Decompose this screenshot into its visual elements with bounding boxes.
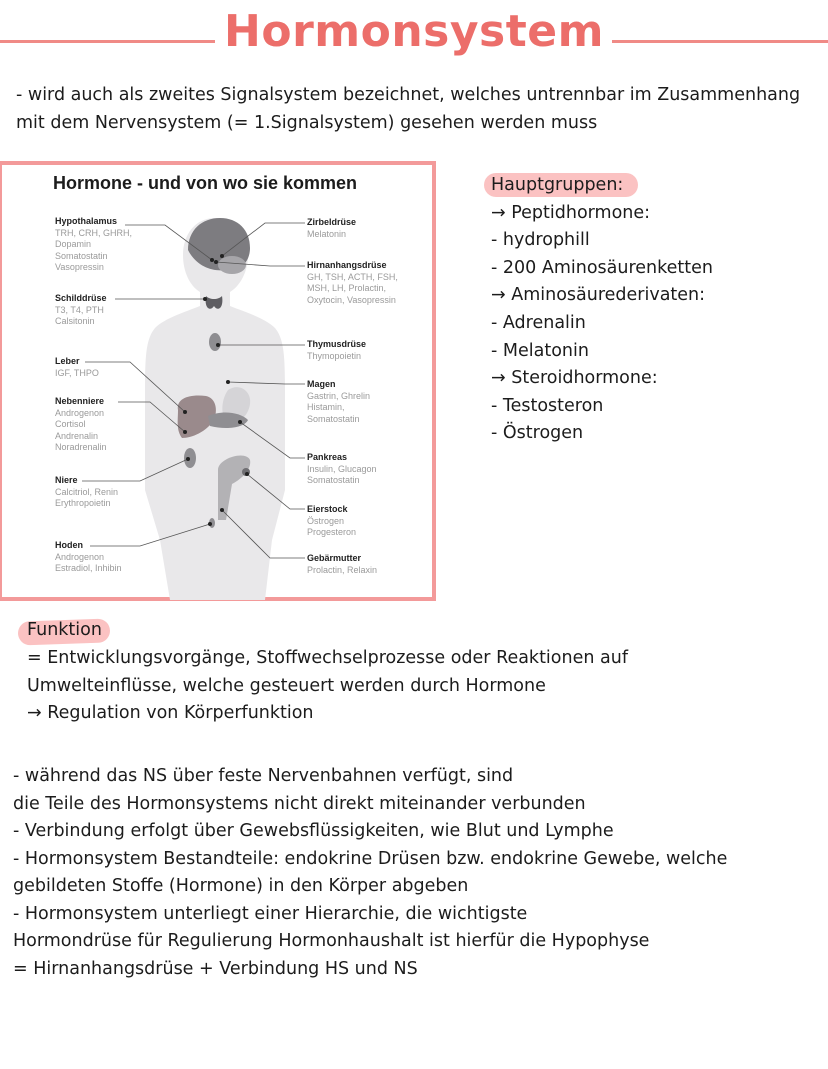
- label-thymusdruese: Thymusdrüse Thymopoietin: [307, 339, 367, 361]
- list-item: → Steroidhormone:: [491, 368, 658, 389]
- label-zirbeldruese: Zirbeldrüse Melatonin: [307, 217, 357, 239]
- label-magen: Magen Gastrin, Ghrelin Histamin, Somatostatin: [307, 379, 371, 424]
- label-eierstock: Eierstock Östrogen Progesteron: [307, 504, 357, 537]
- intro-text: [16, 82, 800, 137]
- intro-line: mit dem Nervensystem (= 1.Signalsystem) gesehen werden muss: [16, 112, 598, 133]
- page-title: Hormonsystem: [0, 6, 828, 57]
- label-hirnanhangsdruese: Hirnanhangsdrüse GH, TSH, ACTH, FSH, MSH, LH, Prolactin, Oxytocin, Vasopressin: [307, 260, 398, 305]
- funktion-text: = Entwicklungsvorgänge, Stoffwechselprozesse oder Reaktionen auf Umwelteinflüsse, welche gesteuert werden durch Hormone → Regulation von Körperfunktion: [27, 648, 628, 723]
- label-schilddruese: Schilddrüse T3, T4, PTH Calsitonin: [55, 293, 107, 326]
- label-pankreas: Pankreas Insulin, Glucagon Somatostatin: [307, 452, 377, 485]
- hauptgruppen-list: [491, 172, 713, 448]
- hauptgruppen-heading: Hauptgruppen:: [491, 175, 624, 195]
- funktion-heading: Funktion: [27, 620, 102, 640]
- list-item: - Östrogen: [491, 423, 584, 444]
- list-item: - Testosteron: [491, 395, 604, 416]
- brain-lobe: [218, 256, 246, 274]
- list-item: - 200 Aminosäurenketten: [491, 257, 713, 278]
- intro-line: - wird auch als zweites Signalsystem bezeichnet, welches untrennbar im Zusammenhang: [16, 85, 801, 105]
- label-hoden: Hoden Androgenon Estradiol, Inhibin: [55, 540, 122, 573]
- list-item: - Adrenalin: [491, 312, 586, 333]
- kidney-shape: [184, 448, 196, 468]
- list-item: - Melatonin: [491, 340, 589, 361]
- list-item: - hydrophill: [491, 230, 590, 251]
- label-nebenniere: Nebenniere Androgenon Cortisol Andrenalin Noradrenalin: [55, 396, 107, 452]
- list-item: → Peptidhormone:: [491, 202, 651, 223]
- label-leber: Leber IGF, THPO: [55, 356, 99, 378]
- label-niere: Niere Calcitriol, Renin Erythropoietin: [55, 475, 119, 508]
- label-gebaermutter: Gebärmutter Prolactin, Relaxin: [307, 553, 378, 575]
- label-hypothalamus: Hypothalamus TRH, CRH, GHRH, Dopamin Somatostatin Vasopressin: [55, 216, 132, 272]
- list-item: → Aminosäurederivaten:: [491, 285, 706, 306]
- body-text: - während das NS über feste Nervenbahnen verfügt, sind die Teile des Hormonsystems nicht direkt miteinander verbunden - Verbindung erfolgt über Gewebsflüssigkeiten, wie Blut und Lymphe - Hormonsystem Bestandteile: endokrine Drüsen bzw. endokrine Gewebe, welche gebildeten Stoffe (Hormone) in den Körper abgeben - Hormonsystem unterliegt einer Hierarchie, die wichtigste Hormondrüse für Regulierung Hormonhaushalt ist hierfür die Hypophyse = Hirnanhangsdrüse + Verbindung HS und NS: [13, 766, 728, 979]
- thymus-shape: [209, 333, 221, 351]
- figure-title: Hormone - und von wo sie kommen: [53, 173, 358, 193]
